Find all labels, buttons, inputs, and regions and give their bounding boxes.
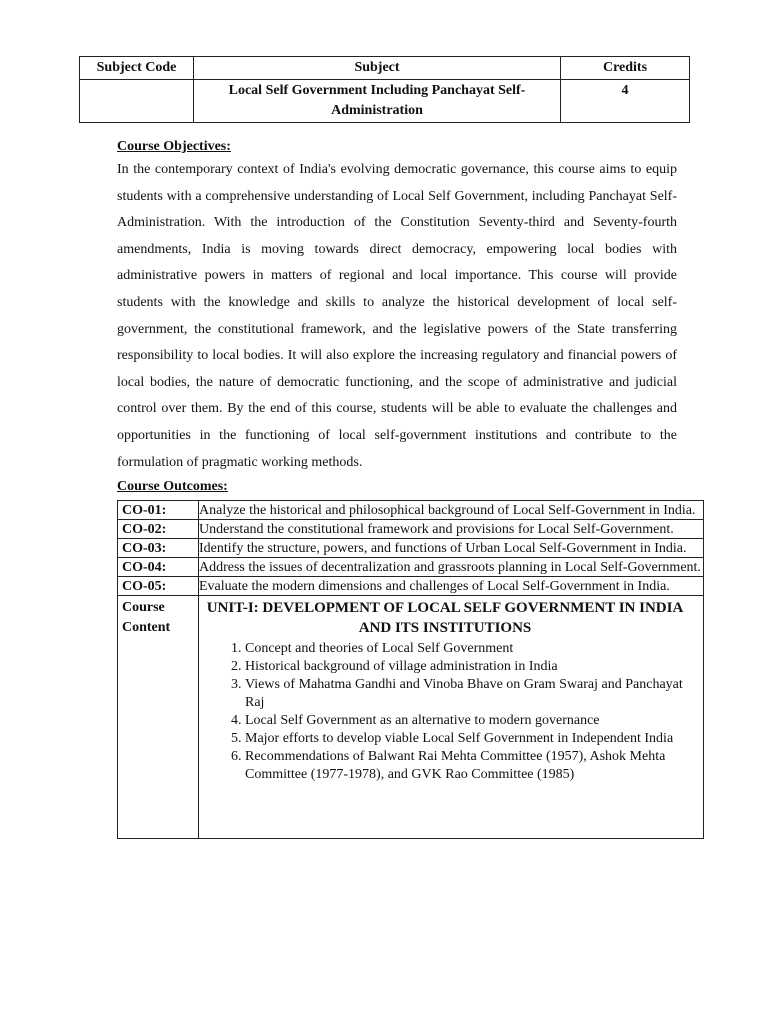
column-header-subject-code: Subject Code xyxy=(80,57,194,80)
list-item: 2. Historical background of village administration in India xyxy=(245,658,701,676)
column-header-subject: Subject xyxy=(194,57,561,80)
outcome-code: CO-02: xyxy=(118,520,199,539)
list-item: 6. Recommendations of Balwant Rai Mehta Committee (1957), Ashok Mehta Committee (1977-1978), and GVK Rao Committee (1985) xyxy=(245,748,701,784)
outcome-row xyxy=(118,577,704,596)
unit-title: UNIT-I: DEVELOPMENT OF LOCAL SELF GOVERNMENT IN INDIA AND ITS INSTITUTIONS xyxy=(206,600,684,636)
course-content-body xyxy=(199,596,704,839)
column-header-credits: Credits xyxy=(561,57,690,80)
course-content-row xyxy=(118,596,704,839)
outcome-row xyxy=(118,501,704,520)
outcome-row xyxy=(118,558,704,577)
subject-code-cell xyxy=(80,80,194,123)
outcome-code: CO-05: xyxy=(118,577,199,596)
outcome-text: Understand the constitutional framework and provisions for Local Self-Government. xyxy=(199,520,704,539)
outcome-text: Identify the structure, powers, and functions of Urban Local Self-Government in India. xyxy=(199,539,704,558)
outcome-row xyxy=(118,539,704,558)
outcome-text: Evaluate the modern dimensions and challenges of Local Self-Government in India. xyxy=(199,577,704,596)
course-objectives-heading: Course Objectives: xyxy=(117,139,231,154)
outcome-text: Analyze the historical and philosophical background of Local Self-Government in India. xyxy=(199,501,704,520)
unit-topic-list xyxy=(199,640,701,784)
list-item: 4. Local Self Government as an alternative to modern governance xyxy=(245,712,701,730)
course-content-label-line2: Content xyxy=(122,620,171,635)
course-outcomes-heading: Course Outcomes: xyxy=(117,479,228,494)
course-objectives-text: In the contemporary context of India's evolving democratic governance, this course aims to equip students with a comprehensive understanding of Local Self Government, including Panchayat Self-Administration. With the introduction of the Constitution Seventy-third and Seventy-fourth amendments, India is moving towards direct democracy, empowering local bodies with administrative powers in matters of regional and local importance. This course will provide students with the knowledge and skills to analyze the historical development of local self-government, the constitutional framework, and the legislative powers of the State transferring responsibility to local bodies. It will also explore the increasing regulatory and financial powers of local bodies, the nature of democratic functioning, and the scope of administrative and judicial control over them. By the end of this course, students will be able to evaluate the challenges and opportunities in the functioning of local self-government institutions and contribute to the formulation of pragmatic working methods. xyxy=(117,162,677,470)
header-row xyxy=(80,57,690,80)
subject-name-cell: Local Self Government Including Panchayat Self-Administration xyxy=(194,80,561,123)
credits-cell: 4 xyxy=(561,80,690,123)
subject-header-table xyxy=(79,56,690,123)
outcome-code: CO-03: xyxy=(118,539,199,558)
list-item: 5. Major efforts to develop viable Local Self Government in Independent India xyxy=(245,730,701,748)
outcome-code: CO-01: xyxy=(118,501,199,520)
course-content-label-line1: Course xyxy=(122,600,165,615)
course-outcomes-table xyxy=(117,500,704,839)
subject-row xyxy=(80,80,690,123)
list-item: 1. Concept and theories of Local Self Government xyxy=(245,640,701,658)
outcome-row xyxy=(118,520,704,539)
list-item: 3. Views of Mahatma Gandhi and Vinoba Bhave on Gram Swaraj and Panchayat Raj xyxy=(245,676,701,712)
course-content-label xyxy=(118,596,199,839)
outcome-code: CO-04: xyxy=(118,558,199,577)
outcome-text: Address the issues of decentralization and grassroots planning in Local Self-Government. xyxy=(199,558,704,577)
